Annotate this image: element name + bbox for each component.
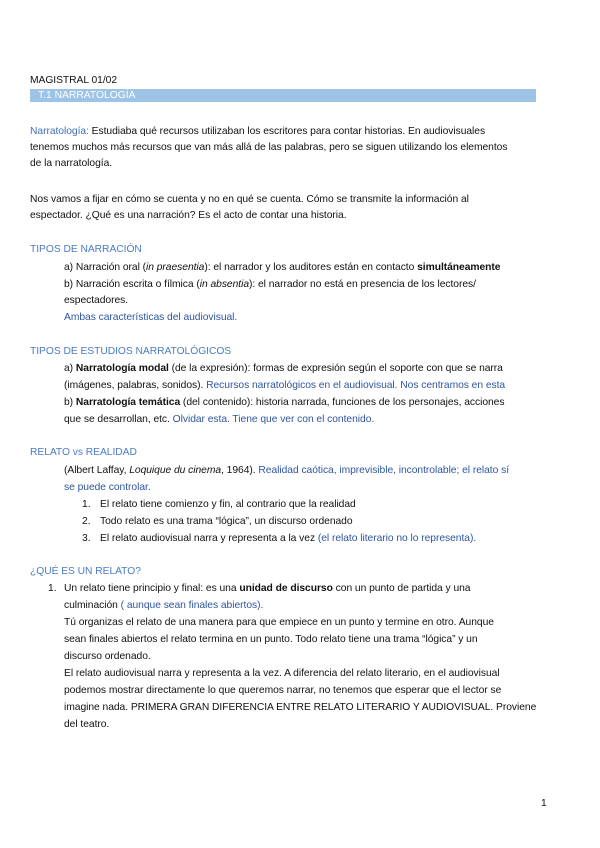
paragraph-2-line-3: imagine nada. PRIMERA GRAN DIFERENCIA ENTRE RELATO LITERARIO Y AUDIOVISUAL. Proviene bbox=[64, 702, 537, 713]
list-item-number: 2. bbox=[82, 516, 91, 527]
list-item-number: 1. bbox=[82, 499, 91, 510]
paragraph-1-line-3: discurso ordenado. bbox=[64, 651, 151, 662]
paragraph-2-line-4: del teatro. bbox=[64, 719, 110, 730]
narratologia-term: Narratología: bbox=[30, 126, 89, 137]
intro-line-2: tenemos muchos más recursos que van más allá de las palabras, pero se siguen utilizando los elementos bbox=[30, 142, 508, 153]
heading-tipos-estudios: TIPOS DE ESTUDIOS NARRATOLÓGICOS bbox=[30, 346, 232, 357]
list-item: Todo relato es una trama “lógica”, un discurso ordenado bbox=[100, 516, 353, 527]
narratologia-tematica: b) Narratología temática (del contenido): historia narrada, funciones de los personajes, acciones bbox=[64, 397, 505, 408]
heading-que-es-relato: ¿QUÉ ES UN RELATO? bbox=[30, 566, 141, 577]
list-item: El relato audiovisual narra y representa a la vez (el relato literario no lo representa). bbox=[100, 533, 477, 544]
paragraph-1-line-1: Tú organizas el relato de una manera para que empiece en un punto y termine en otro. Aunque bbox=[64, 617, 494, 628]
list-item-number: 1. bbox=[48, 583, 57, 594]
page-number: 1 bbox=[541, 798, 547, 809]
document-title: MAGISTRAL 01/02 bbox=[30, 75, 117, 86]
laffay-citation: (Albert Laffay, Loquique du cinema, 1964). Realidad caótica, imprevisible, incontrolable; el relato sí bbox=[64, 465, 510, 476]
list-item-number: 3. bbox=[82, 533, 91, 544]
intro2-line-2: espectador. ¿Qué es una narración? Es el acto de contar una historia. bbox=[30, 210, 347, 221]
intro2-line-1: Nos vamos a fijar en cómo se cuenta y no en qué se cuenta. Cómo se transmite la información al bbox=[30, 194, 469, 205]
heading-tipos-narracion: TIPOS DE NARRACIÓN bbox=[30, 244, 142, 255]
narratologia-modal: a) Narratología modal (de la expresión): formas de expresión según el soporte con que se narra bbox=[64, 363, 503, 374]
narracion-escrita: b) Narración escrita o fílmica (in absentia): el narrador no está en presencia de los lectores/ bbox=[64, 279, 476, 290]
narratologia-modal-line-2: (imágenes, palabras, sonidos). Recursos narratológicos en el audiovisual. Nos centramos en esta bbox=[64, 380, 506, 391]
narracion-oral: a) Narración oral (in praesentia): el narrador y los auditores están en contacto simultáneamente bbox=[64, 262, 501, 273]
narracion-note: Ambas características del audiovisual. bbox=[64, 312, 238, 323]
laffay-citation-line-2: se puede controlar. bbox=[64, 482, 151, 493]
intro-line-1: Narratología: Estudiaba qué recursos utilizaban los escritores para contar historias. En audiovisuales bbox=[30, 126, 486, 137]
intro-line-3: de la narratología. bbox=[30, 158, 113, 169]
narracion-escrita-line-2: espectadores. bbox=[64, 295, 129, 306]
paragraph-1-line-2: sean finales abiertos el relato termina en un punto. Todo relato tiene una trama “lógica” y un bbox=[64, 634, 478, 645]
heading-relato-realidad: RELATO vs REALIDAD bbox=[30, 447, 137, 458]
relato-definition: Un relato tiene principio y final: es una unidad de discurso con un punto de partida y una bbox=[64, 583, 471, 594]
list-item: El relato tiene comienzo y fin, al contrario que la realidad bbox=[100, 499, 356, 510]
paragraph-2-line-2: podemos mostrar directamente lo que queremos narrar, no tenemos que esperar que el lector se bbox=[64, 685, 502, 696]
narratologia-tematica-line-2: que se desarrollan, etc. Olvidar esta. Tiene que ver con el contenido. bbox=[64, 414, 375, 425]
paragraph-2-line-1: El relato audiovisual narra y representa a la vez. A diferencia del relato literario, en el audiovisual bbox=[64, 668, 500, 679]
section-band-label: T.1 NARRATOLOGÍA bbox=[38, 90, 136, 101]
section-band bbox=[30, 89, 536, 102]
relato-definition-line-2: culminación ( aunque sean finales abiertos). bbox=[64, 600, 264, 611]
